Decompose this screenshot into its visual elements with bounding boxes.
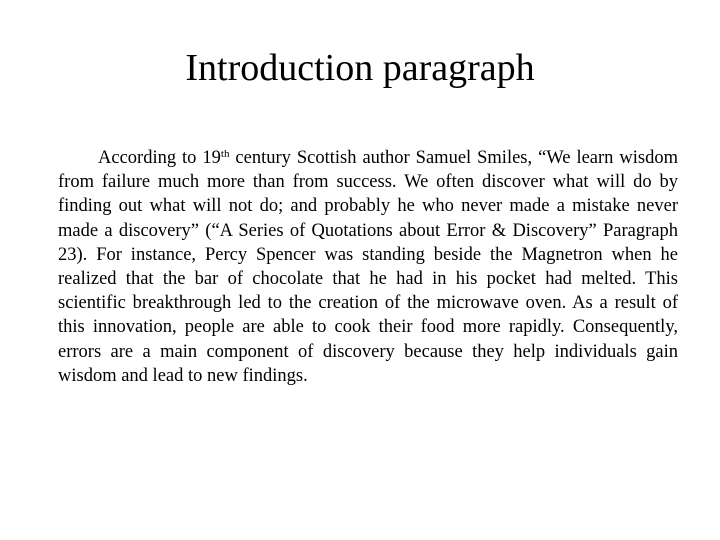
introduction-paragraph [58,146,678,388]
paragraph-body: century Scottish author Samuel Smiles, “We learn wisdom from failure much more than from success. We often discover what will do by finding out what will not do; and probably he who never made a mistake never made a discovery” (“A Series of Quotations about Error & Discovery” Paragraph 23). For instance, Percy Spencer was standing beside the Magnetron when he realized that the bar of chocolate that he had in his pocket had melted. This scientific breakthrough led to the creation of the microwave oven. As a result of this innovation, people are able to cook their food more rapidly. Consequently, errors are a main component of discovery because they help individuals gain wisdom and lead to new findings. [58,148,678,386]
paragraph-lead: According to 19 [98,148,221,168]
slide-title: Introduction paragraph [185,47,535,89]
ordinal-superscript: th [220,148,230,160]
